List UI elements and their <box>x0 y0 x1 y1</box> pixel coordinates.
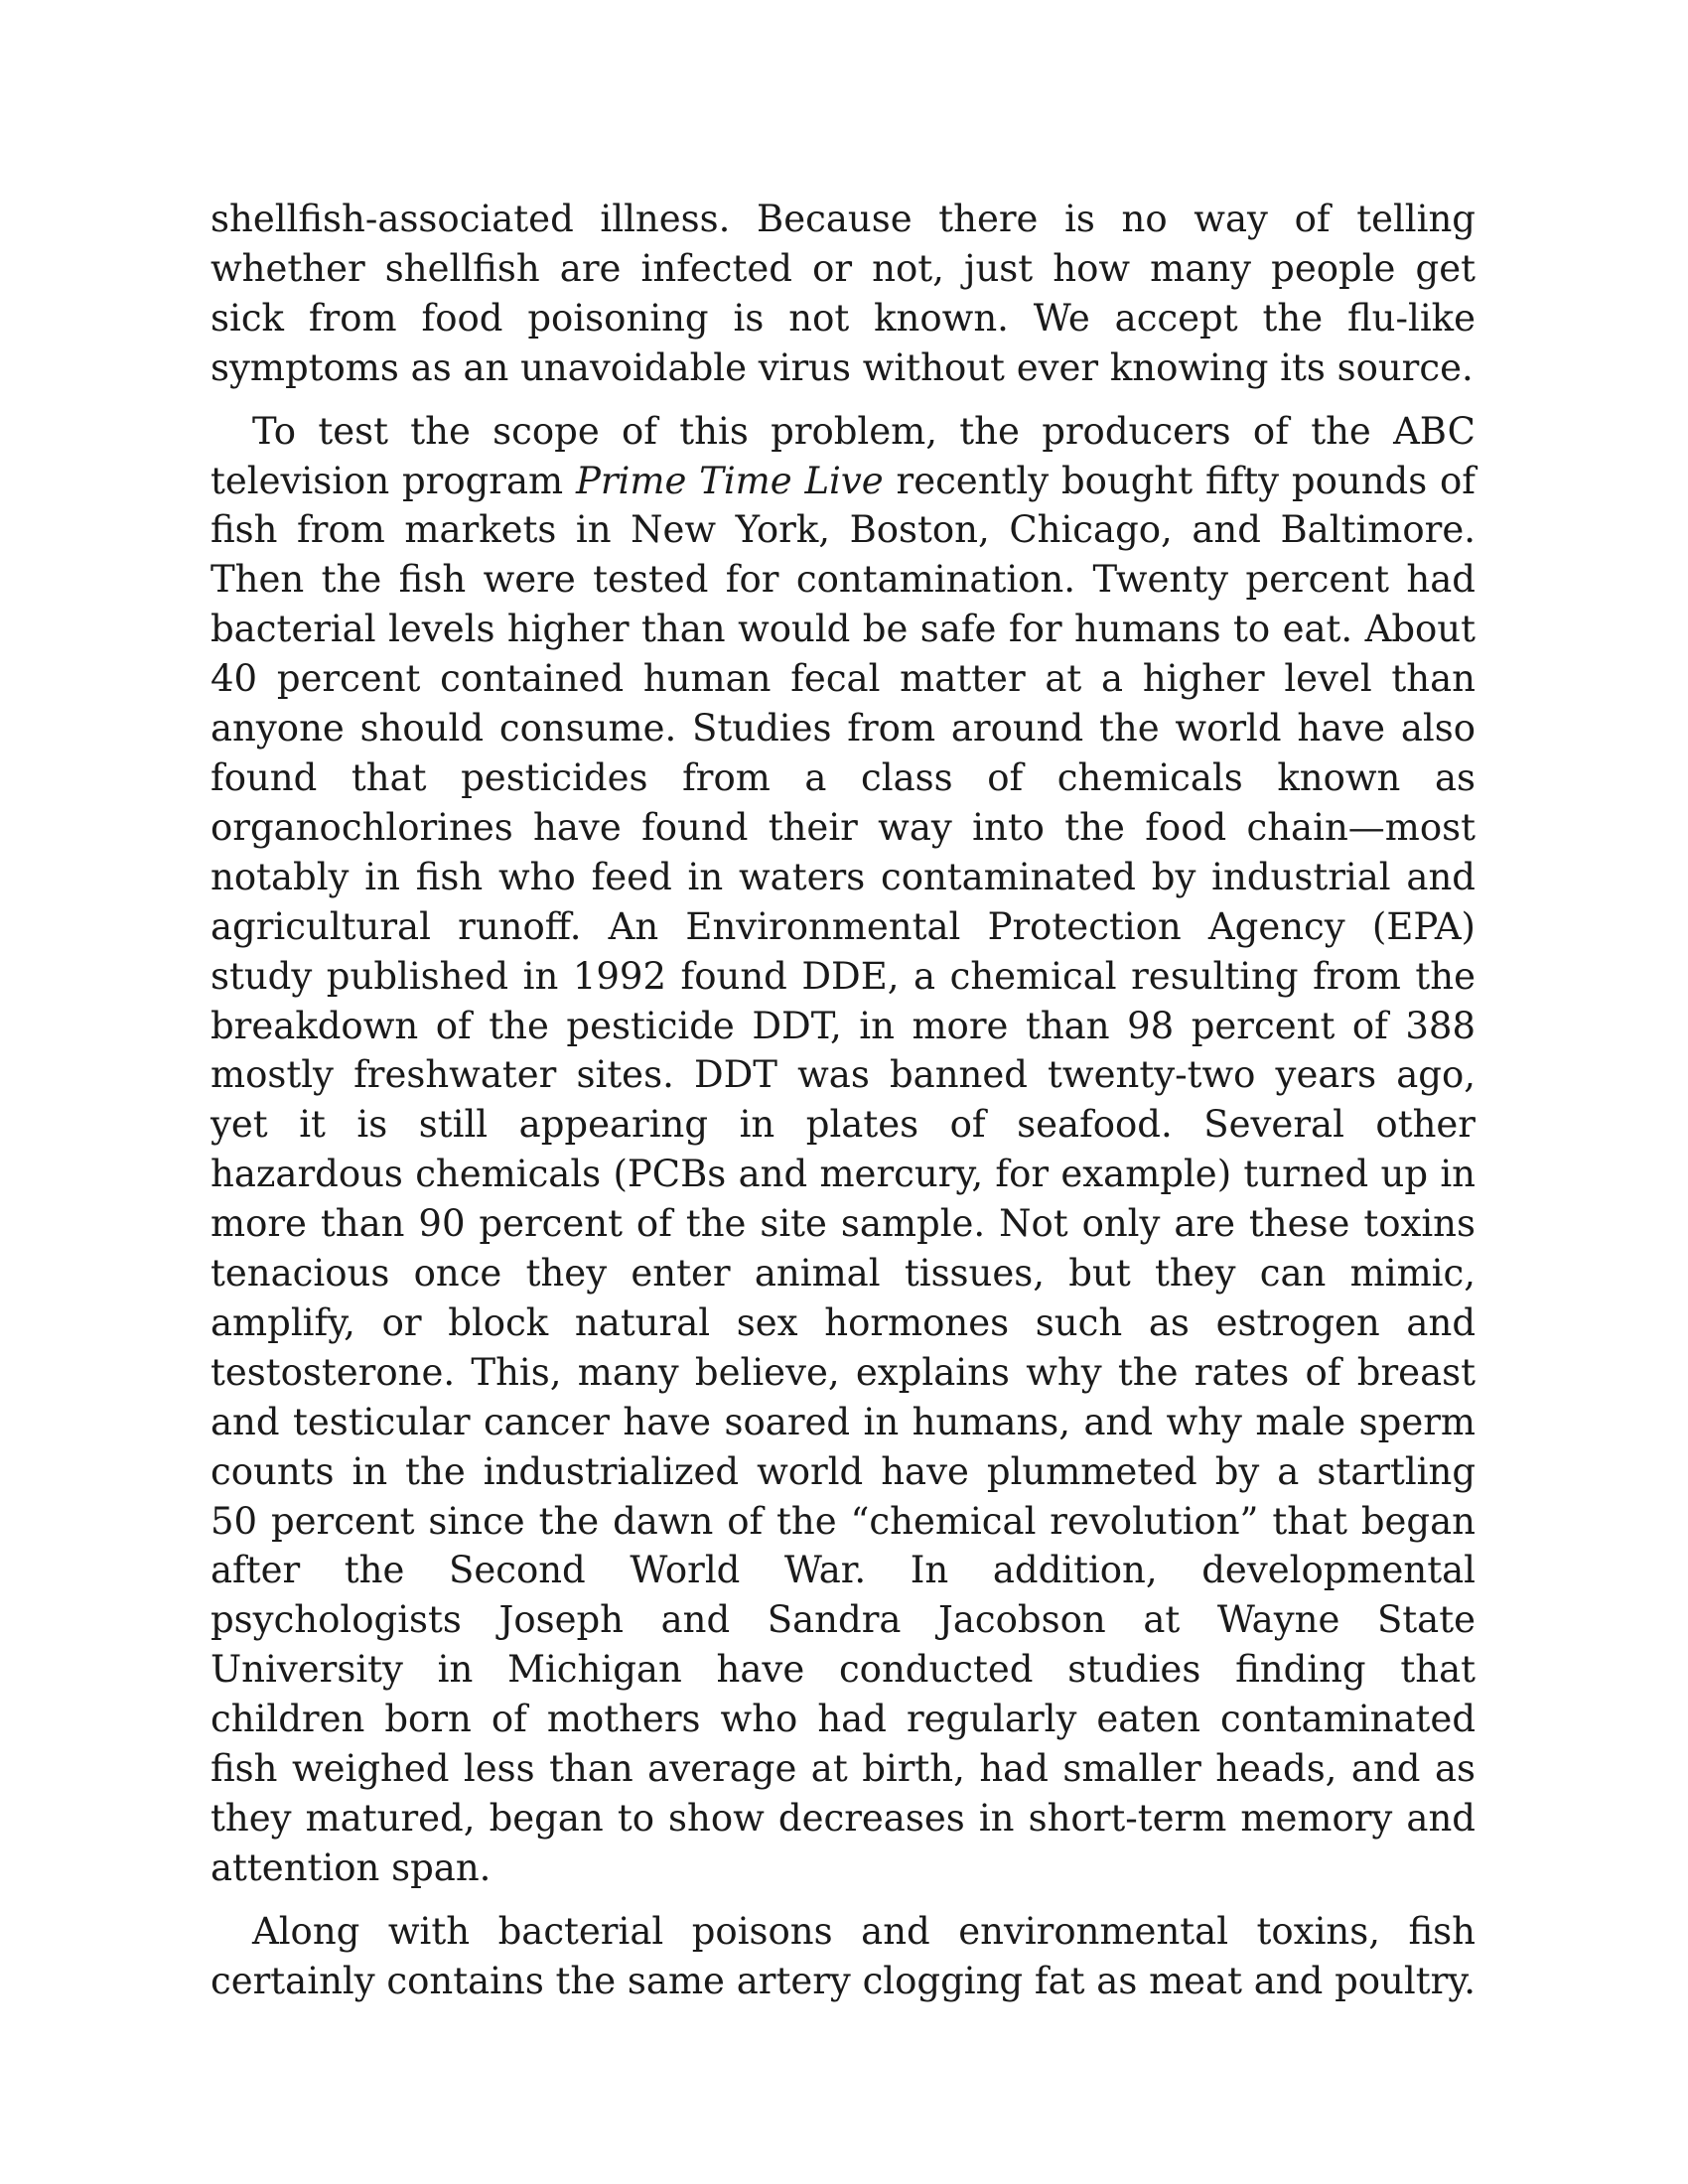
program-title: Prime Time Live <box>575 459 884 502</box>
document-page <box>211 195 1476 2020</box>
paragraph-continued: shellfish-associated illness. Because there is no way of telling whether shellfish are infected or not, just how many people get sick from food poisoning is not known. We accept the flu-like symptoms as an unavoidable virus without ever knowing its source. <box>211 198 1476 389</box>
paragraph-text-rest: recently bought fifty pounds of fish from markets in New York, Boston, Chicago, and Baltimore. Then the fish were tested for contamination. Twenty percent had bacterial levels higher than would be safe for humans to eat. About 40 percent contained human fecal matter at a higher level than anyone should consume. Studies from around the world have also found that pesticides from a class of chemicals known as organochlorines have found their way into the food chain—most notably in fish who feed in waters contaminated by industrial and agricultural runoff. An Environmental Protection Agency (EPA) study published in 1992 found DDE, a chemical resulting from the breakdown of the pesticide DDT, in more than 98 percent of 388 mostly freshwater sites. DDT was banned twenty-two years ago, yet it is still appearing in plates of seafood. Several other hazardous chemicals (PCBs and mercury, for example) turned up in more than 90 percent of the site sample. Not only are these toxins tenacious once they enter animal tissues, but they can mimic, amplify, or block natural sex hormones such as estrogen and testosterone. This, many believe, explains why the rates of breast and testicular cancer have soared in humans, and why male sperm counts in the industrialized world have plummeted by a startling 50 percent since the dawn of the “chemical revolution” that began after the Second World War. In addition, developmental psychologists Joseph and Sandra Jacobson at Wayne State University in Michigan have conducted studies finding that children born of mothers who had regularly eaten contaminated fish weighed less than average at birth, had smaller heads, and as they matured, began to show decreases in short-term memory and attention span. <box>211 459 1476 1889</box>
paragraph-fat: Along with bacterial poisons and environmental toxins, fish certainly contains the same artery clogging fat as meat and poultry. <box>211 1909 1477 2002</box>
paragraph-prime-time-live <box>211 407 1476 1893</box>
paragraph-text-start: To test the scope of this problem, the producers of the ABC television program <box>211 409 1476 502</box>
